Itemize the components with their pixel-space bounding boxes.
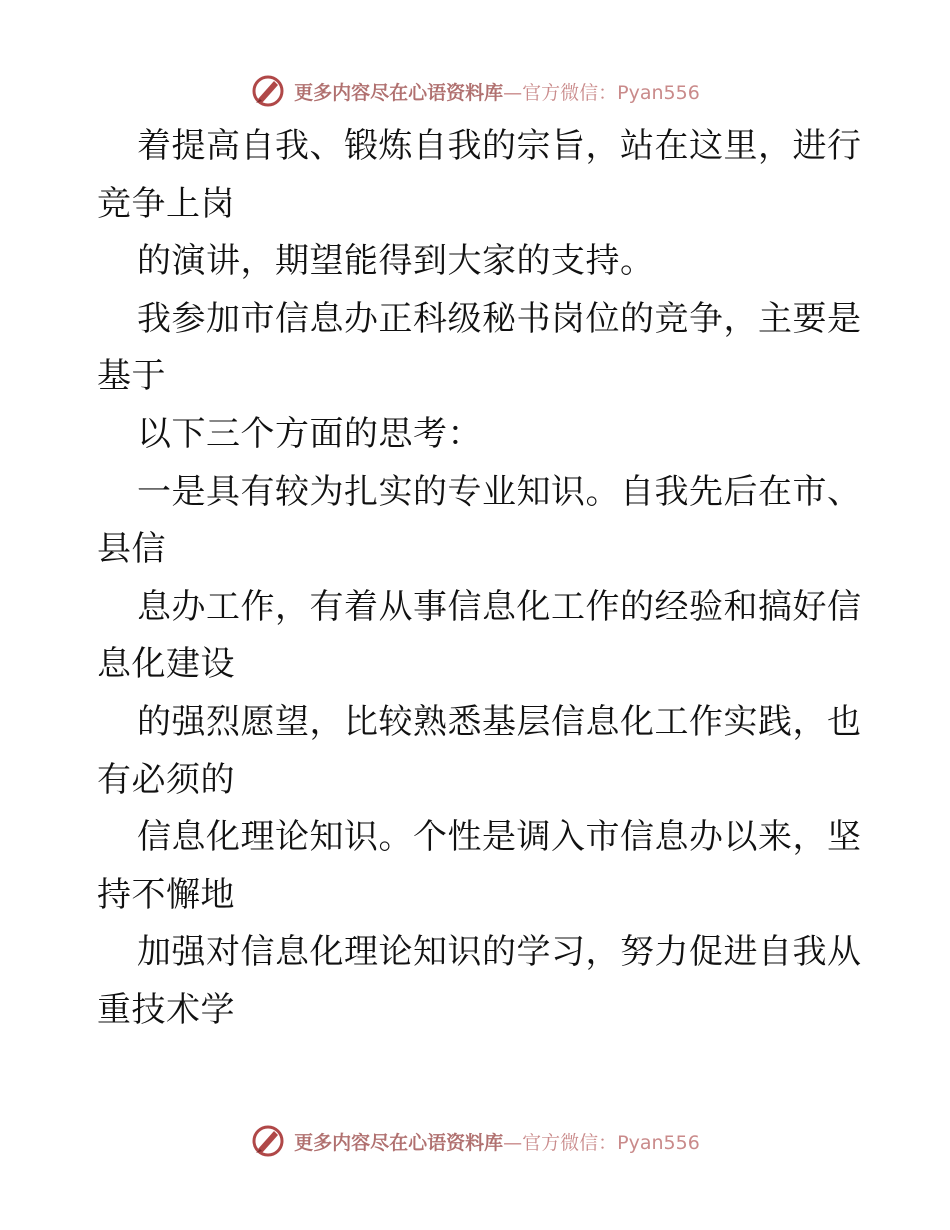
pen-logo-icon [250, 73, 286, 109]
footer-banner [0, 1121, 950, 1161]
header-banner-wechat: 官方微信：Pyan556 [522, 81, 700, 104]
body-line: 基于 [97, 356, 166, 397]
pen-logo-icon [250, 1123, 286, 1159]
header-banner-main-text: 更多内容尽在心语资料库 [294, 81, 504, 104]
body-line: 县信 [97, 529, 166, 570]
body-line: 竞争上岗 [97, 183, 235, 224]
body-line: 息化建设 [97, 644, 235, 685]
body-line: 的强烈愿望，比较熟悉基层信息化工作实践，也 [137, 701, 862, 742]
footer-banner-dash: — [503, 1131, 523, 1154]
body-line: 一是具有较为扎实的专业知识。自我先后在市、 [137, 471, 862, 512]
body-line: 的演讲，期望能得到大家的支持。 [137, 241, 655, 282]
body-line: 我参加市信息办正科级秘书岗位的竞争，主要是 [137, 298, 862, 339]
body-line: 加强对信息化理论知识的学习，努力促进自我从 [137, 932, 862, 973]
body-line: 信息化理论知识。个性是调入市信息办以来，坚 [137, 817, 862, 858]
body-line: 重技术学 [97, 989, 235, 1030]
body-line: 持不懈地 [97, 874, 235, 915]
header-banner [0, 71, 950, 111]
header-banner-dash: — [503, 81, 523, 104]
body-line: 以下三个方面的思考： [137, 413, 482, 454]
footer-banner-wechat: 官方微信：Pyan556 [522, 1131, 700, 1154]
document-body [97, 118, 862, 1040]
body-line: 着提高自我、锻炼自我的宗旨，站在这里，进行 [137, 126, 862, 166]
footer-banner-main-text: 更多内容尽在心语资料库 [294, 1131, 504, 1154]
body-line: 息办工作，有着从事信息化工作的经验和搞好信 [137, 586, 862, 627]
body-line: 有必须的 [97, 759, 235, 800]
